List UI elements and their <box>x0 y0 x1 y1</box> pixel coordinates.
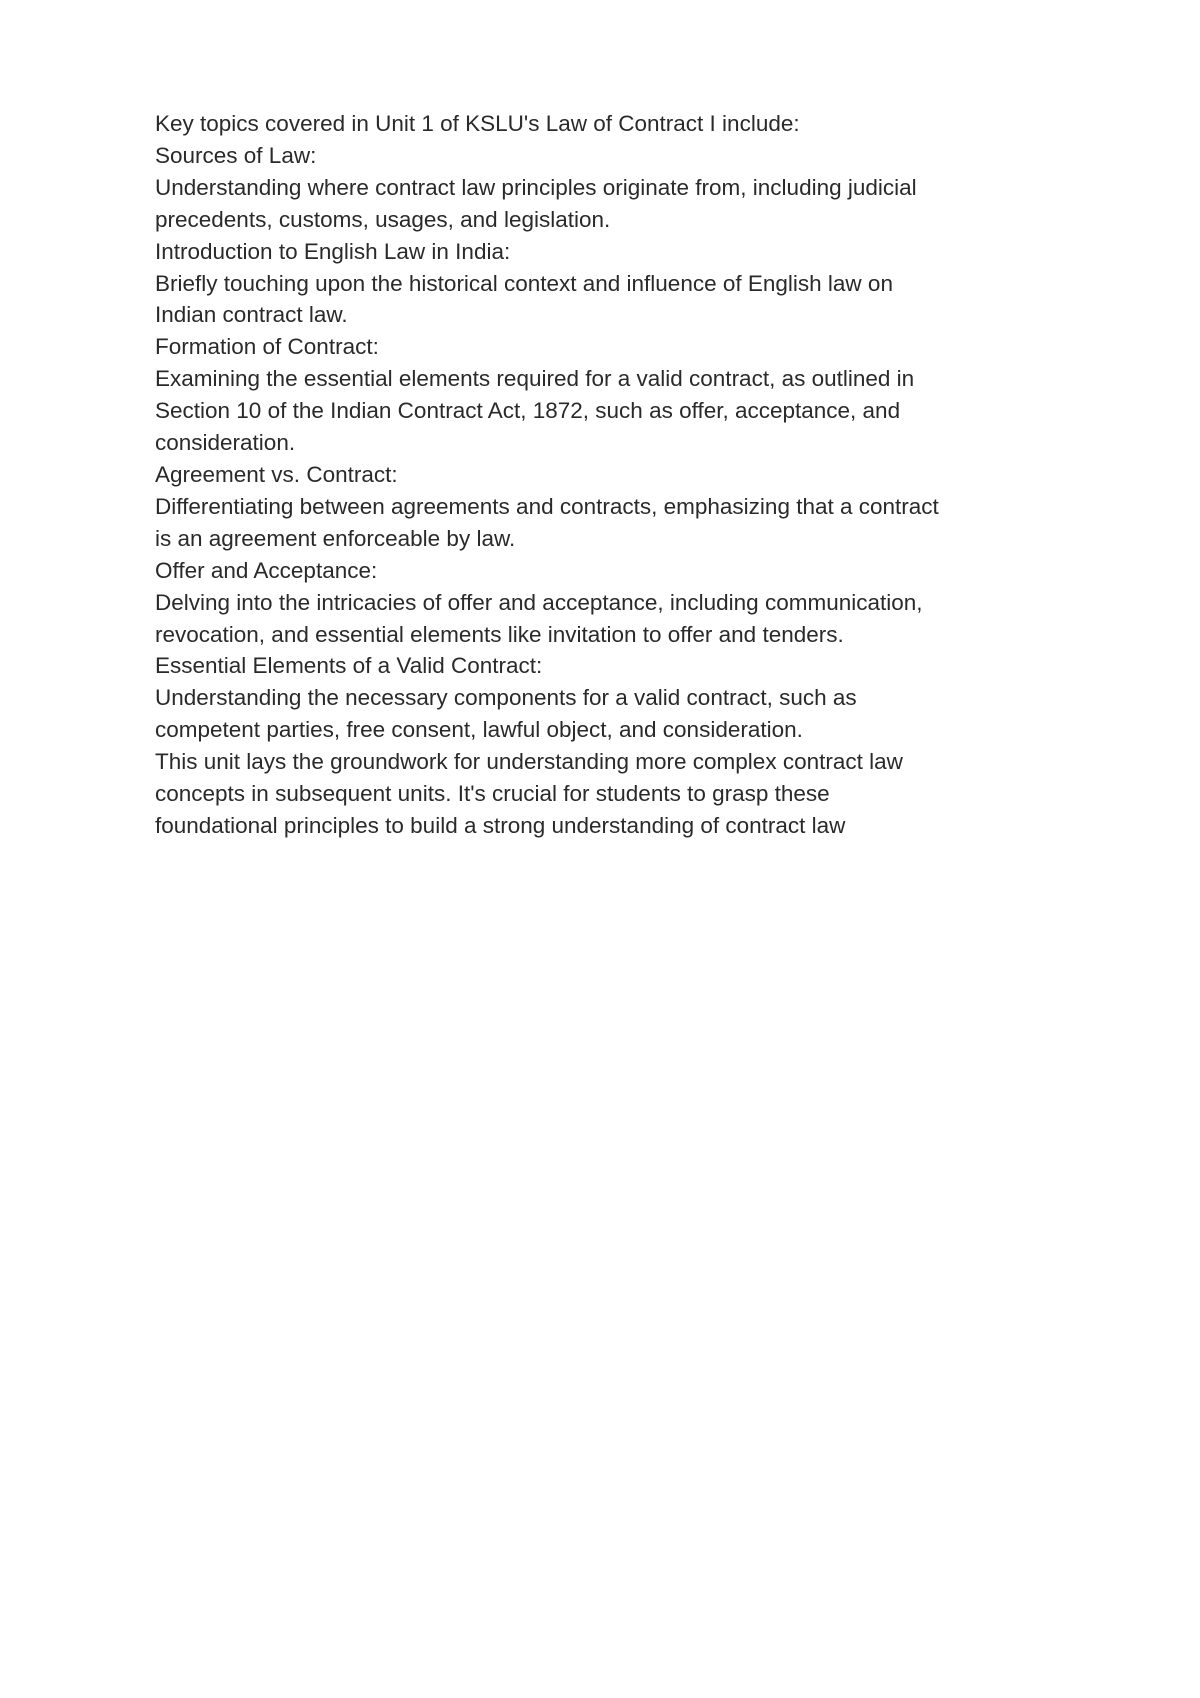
body-line: Section 10 of the Indian Contract Act, 1872, such as offer, acceptance, and <box>155 398 901 424</box>
body-line: Understanding the necessary components for a valid contract, such as <box>155 685 857 711</box>
document-body <box>155 108 1075 842</box>
body-line: consideration. <box>155 430 296 456</box>
conclusion-line: concepts in subsequent units. It's crucial for students to grasp these <box>155 781 830 807</box>
heading-sources-of-law: Sources of Law: <box>155 142 317 168</box>
body-line: Understanding where contract law principles originate from, including judicial <box>155 174 917 200</box>
body-line: is an agreement enforceable by law. <box>155 525 516 551</box>
heading-agreement-vs-contract: Agreement vs. Contract: <box>155 461 398 487</box>
body-line: Examining the essential elements required for a valid contract, as outlined in <box>155 366 915 392</box>
body-line: Briefly touching upon the historical context and influence of English law on <box>155 270 893 296</box>
body-line: Differentiating between agreements and contracts, emphasizing that a contract <box>155 493 939 519</box>
conclusion-line: This unit lays the groundwork for understanding more complex contract law <box>155 749 903 775</box>
conclusion-line: foundational principles to build a strong understanding of contract law <box>155 812 846 838</box>
body-line: Indian contract law. <box>155 302 348 328</box>
heading-offer-and-acceptance: Offer and Acceptance: <box>155 557 378 583</box>
heading-essential-elements: Essential Elements of a Valid Contract: <box>155 653 543 679</box>
body-line: precedents, customs, usages, and legislation. <box>155 206 611 232</box>
heading-formation-of-contract: Formation of Contract: <box>155 334 379 360</box>
intro-line: Key topics covered in Unit 1 of KSLU's Law of Contract I include: <box>155 111 800 136</box>
body-line: Delving into the intricacies of offer and acceptance, including communication, <box>155 589 923 615</box>
body-line: revocation, and essential elements like invitation to offer and tenders. <box>155 621 844 647</box>
body-line: competent parties, free consent, lawful object, and consideration. <box>155 717 803 743</box>
heading-english-law: Introduction to English Law in India: <box>155 238 511 264</box>
